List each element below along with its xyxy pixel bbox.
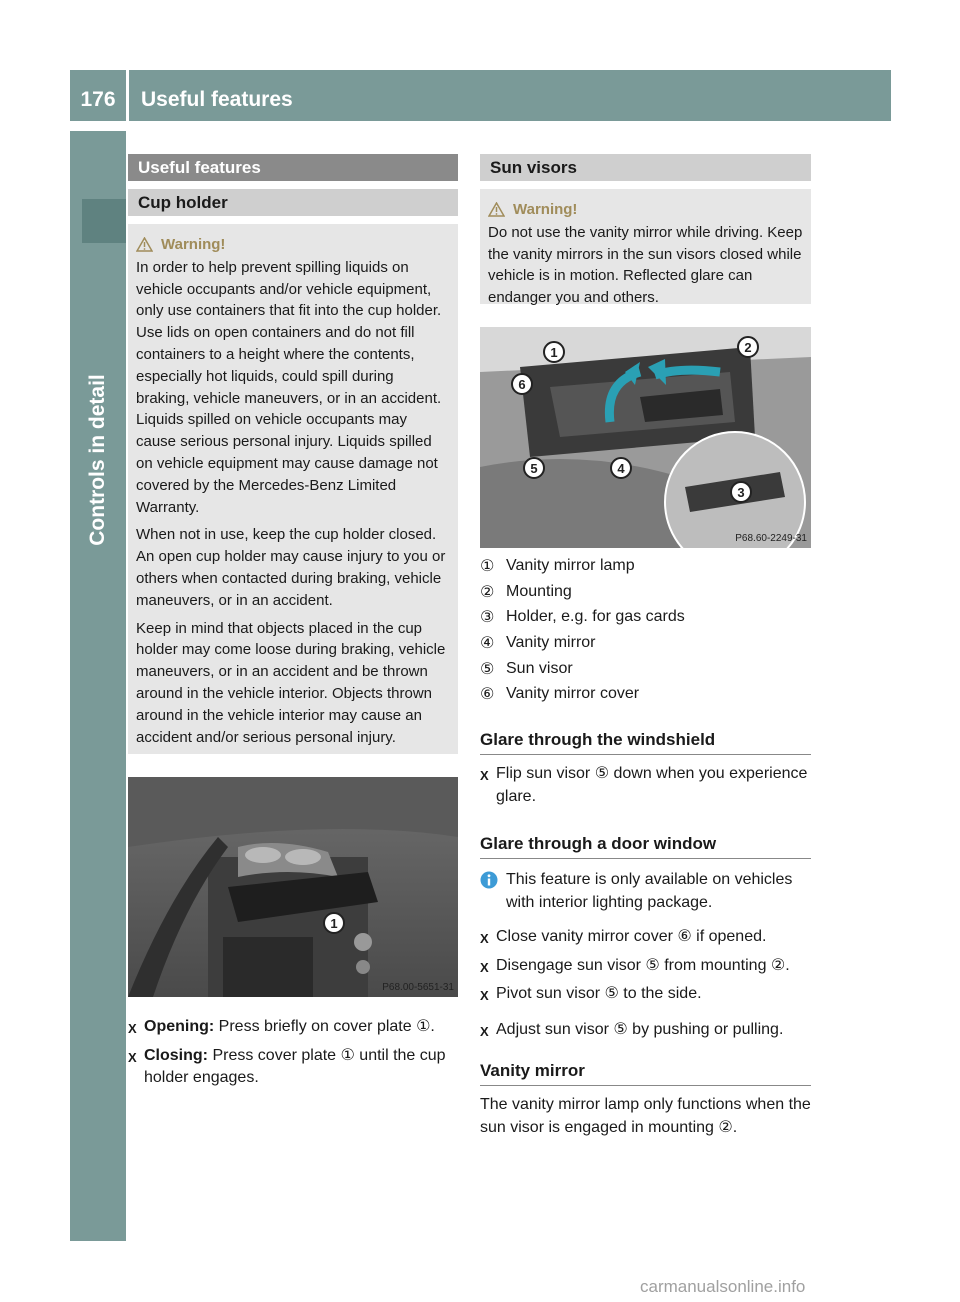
side-tab-label: Controls in detail — [86, 374, 109, 546]
door-window-info — [480, 869, 811, 918]
step-body: Press cover plate ① until the cup holder engages. — [144, 1046, 446, 1086]
step-arrow-icon: X — [128, 1021, 137, 1036]
door-window-steps — [480, 926, 816, 1047]
step-item — [480, 955, 816, 980]
callout-2: 2 — [737, 336, 759, 358]
step-text — [144, 1045, 463, 1090]
subsection-header-cup-holder: Cup holder — [128, 189, 458, 216]
step-text: Close vanity mirror cover ⑥ if opened. — [496, 928, 767, 945]
warning-title: Warning! — [161, 236, 226, 253]
step-text: Pivot sun visor ⑤ to the side. — [496, 985, 702, 1002]
step-arrow-icon: X — [128, 1049, 137, 1065]
side-tab — [70, 131, 126, 1241]
step-item — [480, 926, 816, 951]
legend-number: ④ — [480, 634, 495, 652]
warning-title: Warning! — [513, 201, 578, 218]
callout-3: 3 — [730, 481, 752, 503]
step-item — [480, 763, 811, 808]
info-icon — [480, 869, 506, 914]
step-body: Press briefly on cover plate ①. — [214, 1018, 435, 1035]
warning-paragraph: Keep in mind that objects placed in the cup holder may come loose during braking, vehicle maneuvers, or in an accident and be thrown around in the vehicle interior. Objects thrown around in the vehicle interior may cause an accident and/or serious personal injury. — [136, 619, 446, 746]
step-label: Opening: — [144, 1018, 215, 1035]
page-number: 176 — [80, 88, 116, 111]
step-text: Adjust sun visor ⑤ by pushing or pulling. — [496, 1020, 784, 1038]
step-arrow-icon: X — [480, 768, 489, 783]
step-arrow-icon: X — [480, 959, 489, 975]
step-arrow-icon: X — [480, 988, 489, 1003]
callout-6: 6 — [511, 373, 533, 395]
legend-number: ③ — [480, 609, 495, 627]
warning-heading — [136, 234, 450, 256]
legend-item — [480, 656, 811, 682]
legend-text: Mounting — [506, 582, 572, 600]
vanity-mirror-text: The vanity mirror lamp only functions when the sun visor is engaged in mounting ②. — [480, 1096, 811, 1136]
cup-holder-illustration — [128, 777, 458, 997]
windshield-steps — [480, 763, 811, 812]
step-text: Disengage sun visor ⑤ from mounting ②. — [496, 956, 790, 974]
cup-holder-warning — [128, 224, 458, 754]
callout-1: 1 — [543, 341, 565, 363]
warning-paragraph: When not in use, keep the cup holder closed. An open cup holder may cause injury to you or others when contacted during braking, vehicle maneuvers, or in an accident. — [136, 526, 446, 609]
legend-text: Vanity mirror lamp — [506, 556, 635, 574]
step-label: Closing: — [144, 1046, 208, 1064]
page-title: Useful features — [141, 88, 293, 111]
sun-visor-warning — [480, 189, 811, 307]
cup-holder-steps — [128, 1016, 463, 1094]
step-opening — [128, 1016, 463, 1041]
legend-text: Holder, e.g. for gas cards — [506, 608, 685, 626]
warning-heading — [488, 199, 803, 221]
legend-number: ⑤ — [480, 660, 495, 678]
callout-5: 5 — [523, 457, 545, 479]
legend-number: ⑥ — [480, 686, 495, 704]
step-text — [144, 1016, 435, 1041]
sun-visor-photo — [480, 327, 811, 548]
side-tab-marker — [82, 199, 126, 243]
legend-text: Vanity mirror — [506, 633, 596, 651]
legend-item — [480, 604, 811, 630]
info-text: This feature is only available on vehicles with interior lighting package. — [506, 871, 793, 911]
warning-triangle-icon — [136, 237, 153, 252]
watermark: carmanualsonline.info — [640, 1277, 806, 1296]
heading-door-window: Glare through a door window — [480, 834, 811, 859]
legend-number: ① — [480, 557, 495, 575]
step-arrow-icon: X — [480, 931, 489, 946]
info-note — [480, 869, 811, 914]
cup-holder-photo — [128, 777, 458, 997]
section-header-sun-visors: Sun visors — [480, 154, 811, 181]
warning-paragraph: In order to help prevent spilling liquids on vehicle occupants and/or vehicle equipment, only use containers that fit into the cup holder. Use lids on open containers and do not fill containers to a height where the contents, especially hot liquids, could spill during braking, vehicle maneuvers, or in an accident. Liquids spilled on vehicle occupants may cause serious personal injury. Liquids spilled on vehicle equipment may cause damage not covered by the Mercedes-Benz Limited Warranty. — [136, 258, 442, 516]
legend-item — [480, 579, 811, 605]
step-closing — [128, 1045, 463, 1090]
section-header-useful-features: Useful features — [128, 154, 458, 181]
step-item — [480, 1019, 816, 1044]
heading-vanity-mirror: Vanity mirror — [480, 1061, 811, 1086]
photo-code: P68.60-2249-31 — [735, 533, 807, 544]
callout-4: 4 — [610, 457, 632, 479]
warning-paragraph: Do not use the vanity mirror while driving. Keep the vanity mirrors in the sun visors closed while vehicle is in motion. Reflected glare can endanger you and others. — [488, 223, 803, 307]
warning-triangle-icon — [488, 202, 505, 217]
legend-text: Sun visor — [506, 659, 573, 677]
legend-item — [480, 553, 811, 579]
legend-number: ② — [480, 583, 495, 601]
step-text: Flip sun visor ⑤ down when you experience glare. — [496, 765, 808, 805]
legend-item — [480, 630, 811, 656]
step-item — [480, 983, 816, 1008]
legend-text: Vanity mirror cover — [506, 685, 640, 703]
sun-visor-legend — [480, 553, 811, 707]
sun-visor-illustration — [480, 327, 811, 548]
legend-item — [480, 681, 811, 707]
callout-1: 1 — [323, 912, 345, 934]
photo-code: P68.00-5651-31 — [382, 982, 454, 993]
heading-windshield: Glare through the windshield — [480, 730, 811, 755]
step-arrow-icon: X — [480, 1023, 489, 1039]
